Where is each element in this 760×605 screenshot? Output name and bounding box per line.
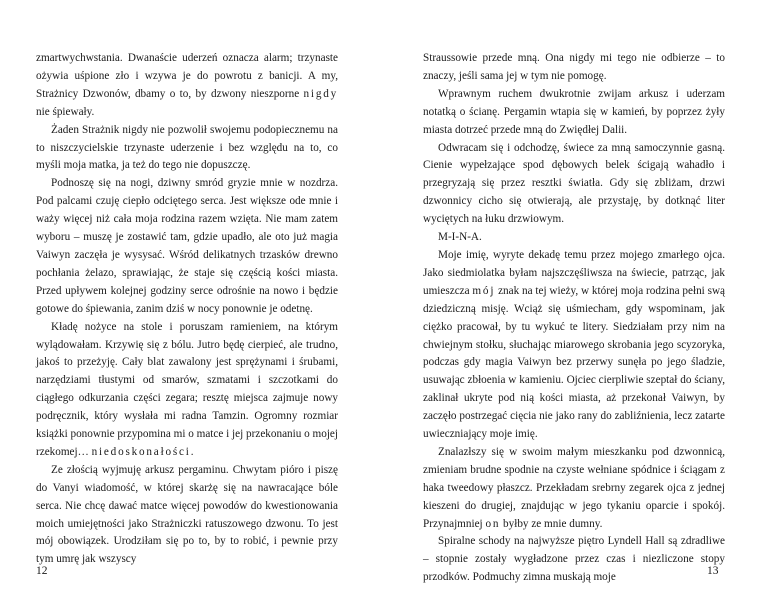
- page-number-right: 13: [707, 565, 719, 577]
- paragraph: Żaden Strażnik nigdy nie pozwolił swojemu podopiecznemu na to niszczycielskie trzynaste uderzenie i bez względu na to, co myśli moja matka, ja też do tego nie dopuszczę.: [36, 123, 338, 172]
- paragraph: Wprawnym ruchem dwukrotnie zwijam arkusz i uderzam notatką o ścianę. Pergamin wtapia się w kamień, by poprzez żyły miasta dotrzeć przede mną do Zwiędłej Dalii.: [423, 87, 725, 136]
- page-number-left: 12: [36, 565, 48, 577]
- paragraph: Ze złością wyjmuję arkusz pergaminu. Chwytam pióro i piszę do Vanyi wiadomość, w której skarżę się na nawracające bóle serca. Nie chcę dawać matce więcej powodów do kwestionowania moich umiejętności jako Strażniczki ratuszowego dzwonu. To jest mój obowiązek. Urodziłam się po to, by to robić, i pewnie przy tym umrę jak wszyscy: [36, 463, 338, 566]
- emphasis-spaced: nigdy: [303, 87, 338, 100]
- paragraph: Straussowie przede mną. Ona nigdy mi tego nie odbierze – to znaczy, jeśli sama jej w tym nie pomogę.: [423, 52, 725, 82]
- paragraph: Moje imię, wyryte dekadę temu przez mojego zmarłego ojca. Jako siedmiolatka byłam najszczęśliwsza na świecie, patrząc, jak umieszcza mój znak na tej wieży, w której moja rodzina pełni swą dziedziczną misję. Wciąż się uśmiecham, gdy wspominam, jak ciężko pracował, by tu wykuć te litery. Siedziałam przy nim na chwiejnym stołku, słuchając miarowego skrobania jego scyzoryka, podczas gdy magia Vaiwyn bez przerwy sunęła po jego śladzie, usuwając zbłoenia w kamieniu. Ojciec cierpliwie szeptał do ściany, zaklinał ukryte pod nią kości miasta, aż przekonał Vaiwyn, by zaczęło postrzegać cięcia nie jako rany do zabliźnienia, lecz zatarte uwieczniający moje imię.: [423, 248, 726, 441]
- paragraph: Znalazłszy się w swoim małym mieszkanku pod dzwonnicą, zmieniam brudne spodnie na czyste wełniane spódnice i ściągam z haka tweedowy płaszcz. Przekładam srebrny zegarek ojca z jednej kieszeni do drugiej, znajdując w jego tykaniu oparcie i spokój. Przynajmniej on byłby ze mnie dumny.: [423, 445, 725, 530]
- paragraph: zmartwychwstania. Dwanaście uderzeń oznacza alarm; trzynaste ożywia uśpione zło i wzywa je do powrotu z banicji. A my, Strażnicy Dzwonów, dbamy o to, by dzwony nieszporne nigdy nie śpiewały.: [36, 52, 338, 118]
- paragraph: Spiralne schody na najwyższe piętro Lyndell Hall są zdradliwe – stopnie zostały wygładzone przez czas i niezliczone stopy przodków. Podmuchy zimna muskają moje: [423, 535, 725, 584]
- paragraph: Kładę nożyce na stole i poruszam ramieniem, na którym wylądowałam. Krzywię się z bólu. Jutro będę cierpieć, ale trudno, jakoś to przeżyję. Cały blat zawalony jest sprężynami i śrubami, narzędziami tłustymi od smarów, szmatami i szczotkami do ciągłego odkurzania części zegara; resztę miejsca zajmuje nowy podręcznik, który wysłała mi radna Tamzin. Ogromny rozmiar książki ponownie przypomina mi o matce i jej przekonaniu o mojej rzekomej… niedoskonałości.: [36, 320, 338, 458]
- paragraph: Podnoszę się na nogi, dziwny smród gryzie mnie w nozdrza. Pod palcami czuję ciepło odciętego serca. Jest większe ode mnie i waży więcej niż cała moja rodzina razem wzięta. Nie mam zatem wyboru – muszę je zostawić tam, gdzie upadło, ale oto już magia Vaiwyn zaczęła je wysysać. Wśród delikatnych trzasków drewno pochłania żelazo, sprawiając, że staje się częścią kości miasta. Przed upływem kolejnej godziny serce odrośnie na nowo i będzie gotowe do śpiewania, zanim dziś w nocy ponownie je odetnę.: [36, 177, 338, 315]
- emphasis-spaced: niedoskonałości.: [91, 445, 196, 458]
- emphasis-spaced: on: [485, 517, 501, 530]
- left-page: [36, 50, 338, 566]
- emphasis-spaced: mój: [472, 284, 496, 297]
- paragraph: M-I-N-A.: [438, 231, 482, 244]
- paragraph: Odwracam się i odchodzę, świece za mną samoczynnie gasną. Cienie wypełzające spod dębowych belek ścigają wahadło i przegryzają się przez resztki światła. Gdy się zbliżam, drzwi dzwonnicy cicho się otwierają, ale przystaję, by dotknąć liter wyciętych na łuku drzwiowym.: [423, 141, 725, 226]
